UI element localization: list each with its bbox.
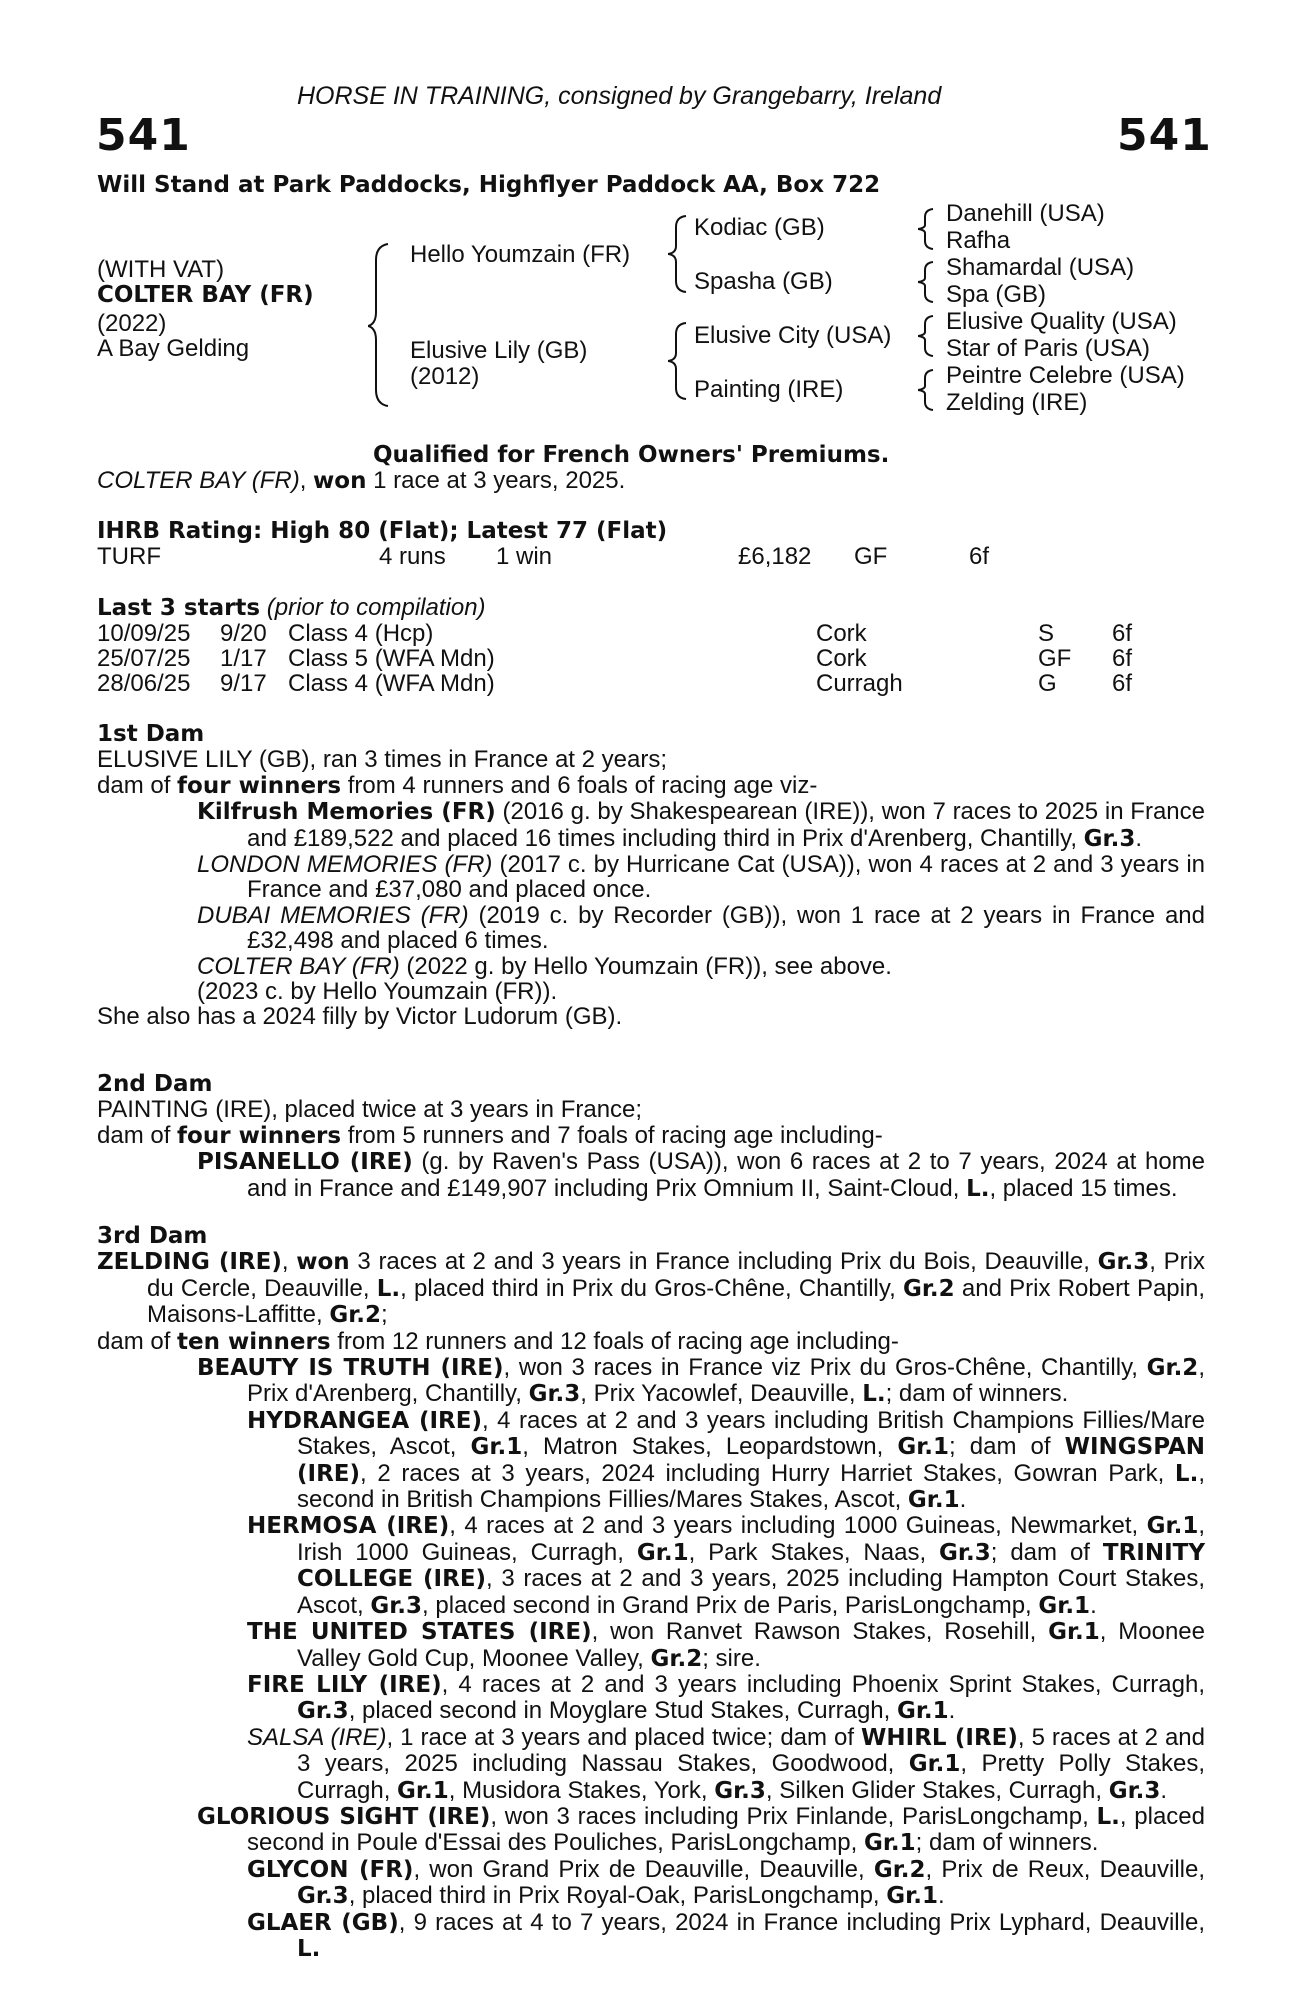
horse-year: (2022) <box>97 310 167 337</box>
horse-description: A Bay Gelding <box>97 335 250 362</box>
start-distance: 6f <box>1112 645 1133 672</box>
pedigree-g6: Star of Paris (USA) <box>946 335 1151 362</box>
last-starts-title: Last 3 starts <box>97 595 261 621</box>
vat-note: (WITH VAT) <box>97 256 225 283</box>
lot-number-left: 541 <box>96 110 191 161</box>
pedigree-sire-sire: Kodiac (GB) <box>694 214 825 241</box>
pedigree-g5: Elusive Quality (USA) <box>946 308 1177 335</box>
offspring-entry: HYDRANGEA (IRE), 4 races at 2 and 3 years including British Champions Fillies/Mare Stakes, Ascot, Gr.1, Matron Stakes, Leopardstown, Gr.1; dam of WINGSPAN (IRE), 2 races at 3 years, 2024 including Hurry Harriet Stakes, Gowran Park, L., second in British Champions Fillies/Mares Stakes, Ascot, Gr.1. <box>247 1406 1206 1514</box>
third-dam-line: ZELDING (IRE), won 3 races at 2 and 3 years in France including Prix du Bois, Deauville, Gr.3, Prix du Cercle, Deauville, L., placed third in Prix du Gros-Chêne, Chantilly, Gr.2 and Prix Robert Papin, Maisons-Laffitte, Gr.2; <box>97 1248 1206 1329</box>
start-date: 10/09/25 <box>97 620 191 647</box>
start-going: S <box>1038 620 1055 647</box>
second-dam-section <box>97 1072 1205 1202</box>
record-won: won <box>313 468 367 494</box>
start-distance: 6f <box>1112 620 1133 647</box>
stand-location: Will Stand at Park Paddocks, Highflyer Paddock AA, Box 722 <box>97 172 881 198</box>
start-position: 9/20 <box>220 620 267 647</box>
pedigree-g2: Rafha <box>946 227 1011 254</box>
offspring-entry: GLYCON (FR), won Grand Prix de Deauville, Deauville, Gr.2, Prix de Reux, Deauville, Gr.3, placed third in Prix Royal-Oak, ParisLongchamp, Gr.1. <box>247 1855 1206 1910</box>
third-dam-produce-line: dam of ten winners from 12 runners and 12 foals of racing age including- <box>97 1327 899 1355</box>
horse-name: COLTER BAY (FR) <box>97 282 314 308</box>
offspring-entry: THE UNITED STATES (IRE), won Ranvet Rawson Stakes, Rosehill, Gr.1, Moonee Valley Gold Cup, Moonee Valley, Gr.2; sire. <box>247 1618 1205 1672</box>
consignor-line: HORSE IN TRAINING, consigned by Grangebarry, Ireland <box>297 82 942 110</box>
rating-distance: 6f <box>969 543 990 570</box>
pedigree-sire-dam: Spasha (GB) <box>694 268 833 295</box>
pedigree-brace-sire <box>668 213 692 295</box>
last-starts-note: (prior to compilation) <box>266 594 486 621</box>
pedigree-sire: Hello Youmzain (FR) <box>410 241 631 268</box>
last-starts-heading <box>97 595 486 621</box>
start-distance: 6f <box>1112 670 1133 697</box>
first-dam-section <box>97 722 1205 1030</box>
start-race: Class 4 (Hcp) <box>288 620 434 647</box>
first-dam-line: ELUSIVE LILY (GB), ran 3 times in France at 2 years; <box>97 746 668 774</box>
pedigree-g8: Zelding (IRE) <box>946 389 1088 416</box>
first-dam-heading: 1st Dam <box>97 721 205 747</box>
pedigree-dam-dam: Painting (IRE) <box>694 376 844 403</box>
start-row <box>0 671 1315 697</box>
second-dam-line: PAINTING (IRE), placed twice at 3 years in France; <box>97 1096 643 1124</box>
first-dam-filly-note: She also has a 2024 filly by Victor Ludorum (GB). <box>97 1003 623 1031</box>
pedigree-dam: Elusive Lily (GB) <box>410 337 588 364</box>
third-dam-section <box>97 1224 1205 1962</box>
start-going: G <box>1038 670 1057 697</box>
offspring-entry: BEAUTY IS TRUTH (IRE), won 3 races in France viz Prix du Gros-Chêne, Chantilly, Gr.2, Prix d'Arenberg, Chantilly, Gr.3, Prix Yacowlef, Deauville, L.; dam of winners. <box>197 1354 1205 1408</box>
lot-number-right: 541 <box>1117 110 1212 161</box>
pedigree-g3: Shamardal (USA) <box>946 254 1135 281</box>
start-going: GF <box>1038 645 1072 672</box>
offspring-entry: HERMOSA (IRE), 4 races at 2 and 3 years including 1000 Guineas, Newmarket, Gr.1, Irish 1000 Guineas, Curragh, Gr.1, Park Stakes, Naas, Gr.3; dam of TRINITY COLLEGE (IRE), 3 races at 2 and 3 years, 2025 including Hampton Court Stakes, Ascot, Gr.3, placed second in Grand Prix de Paris, ParisLongchamp, Gr.1. <box>247 1512 1206 1619</box>
pedigree-g7: Peintre Celebre (USA) <box>946 362 1185 389</box>
offspring-entry: Kilfrush Memories (FR) (2016 g. by Shakespearean (IRE)), won 7 races to 2025 in France and £189,522 and placed 16 times including third in Prix d'Arenberg, Chantilly, Gr.3. <box>197 798 1205 852</box>
offspring-entry: DUBAI MEMORIES (FR) (2019 c. by Recorder (GB)), won 1 race at 2 years in France and £32,498 and placed 6 times. <box>197 901 1205 955</box>
offspring-entry: GLORIOUS SIGHT (IRE), won 3 races including Prix Finlande, ParisLongchamp, L., placed second in Poule d'Essai des Pouliches, ParisLongchamp, Gr.1; dam of winners. <box>197 1802 1205 1857</box>
offspring-entry: COLTER BAY (FR) (2022 g. by Hello Youmzain (FR)), see above. <box>197 952 892 980</box>
start-course: Curragh <box>816 670 903 697</box>
start-row <box>0 621 1315 647</box>
start-course: Cork <box>816 645 867 672</box>
offspring-entry: (2023 c. by Hello Youmzain (FR)). <box>197 978 558 1006</box>
pedigree-dam-year: (2012) <box>410 363 480 390</box>
rating-surface: TURF <box>97 543 161 570</box>
rating-prize: £6,182 <box>738 543 812 570</box>
offspring-entry: LONDON MEMORIES (FR) (2017 c. by Hurricane Cat (USA)), won 4 races at 2 and 3 years in France and £37,080 and placed once. <box>197 851 1205 904</box>
start-race: Class 5 (WFA Mdn) <box>288 645 495 672</box>
first-dam-produce-line: dam of four winners from 4 runners and 6 foals of racing age viz- <box>97 771 818 799</box>
pedigree-g1: Danehill (USA) <box>946 200 1105 227</box>
start-row <box>0 646 1315 672</box>
offspring-entry: GLAER (GB), 9 races at 4 to 7 years, 2024 in France including Prix Lyphard, Deauville, L. <box>247 1908 1205 1962</box>
ihrb-rating: IHRB Rating: High 80 (Flat); Latest 77 (Flat) <box>97 518 668 544</box>
rating-runs: 4 runs <box>379 543 446 570</box>
second-dam-produce-line: dam of four winners from 5 runners and 7 foals of racing age including- <box>97 1121 883 1149</box>
pedigree-brace-g1 <box>918 206 938 252</box>
pedigree-brace-g3 <box>918 313 938 359</box>
record-rest: 1 race at 3 years, 2025. <box>373 467 626 494</box>
offspring-entry: FIRE LILY (IRE), 4 races at 2 and 3 years including Phoenix Sprint Stakes, Curragh, Gr.3, placed second in Moyglare Stud Stakes, Curragh, Gr.1. <box>247 1670 1206 1725</box>
pedigree-g4: Spa (GB) <box>946 281 1047 308</box>
pedigree-dam-sire: Elusive City (USA) <box>694 322 892 349</box>
start-position: 9/17 <box>220 670 267 697</box>
offspring-entry: SALSA (IRE), 1 race at 3 years and placed twice; dam of WHIRL (IRE), 5 races at 2 and 3 years, 2025 including Nassau Stakes, Goodwood, Gr.1, Pretty Polly Stakes, Curragh, Gr.1, Musidora Stakes, York, Gr.3, Silken Glider Stakes, Curragh, Gr.3. <box>247 1723 1206 1804</box>
second-dam-heading: 2nd Dam <box>97 1071 213 1097</box>
rating-wins: 1 win <box>496 543 553 570</box>
third-dam-heading: 3rd Dam <box>97 1223 208 1249</box>
start-date: 25/07/25 <box>97 645 191 672</box>
record-horse-name: COLTER BAY (FR) <box>97 467 300 494</box>
rating-going: GF <box>854 543 888 570</box>
pedigree-brace-main <box>368 240 398 410</box>
start-race: Class 4 (WFA Mdn) <box>288 670 495 697</box>
offspring-entry: PISANELLO (IRE) (g. by Raven's Pass (USA)), won 6 races at 2 to 7 years, 2024 at home and in France and £149,907 including Prix Omnium II, Saint-Cloud, L., placed 15 times. <box>197 1148 1206 1202</box>
pedigree-brace-g2 <box>918 259 938 305</box>
pedigree-brace-g4 <box>918 367 938 413</box>
start-date: 28/06/25 <box>97 670 191 697</box>
start-course: Cork <box>816 620 867 647</box>
race-record: COLTER BAY (FR), won 1 race at 3 years, 2025. <box>97 467 626 494</box>
start-position: 1/17 <box>220 645 267 672</box>
premiums-note: Qualified for French Owners' Premiums. <box>373 442 890 468</box>
pedigree-brace-dam <box>668 320 692 402</box>
